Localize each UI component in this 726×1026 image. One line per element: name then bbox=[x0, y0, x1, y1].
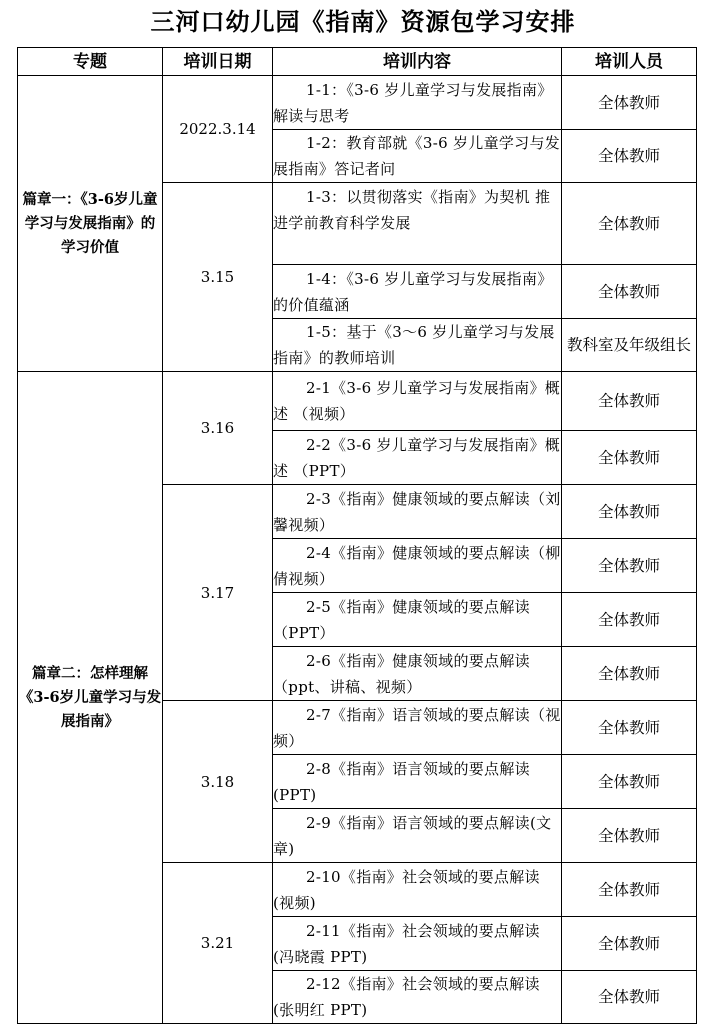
header-date: 培训日期 bbox=[163, 48, 273, 76]
staff-cell: 全体教师 bbox=[562, 755, 697, 809]
staff-cell: 全体教师 bbox=[562, 76, 697, 130]
date-cell: 3.21 bbox=[163, 863, 273, 1024]
date-cell: 3.16 bbox=[163, 372, 273, 485]
content-cell: 2-9《指南》语言领域的要点解读(文章) bbox=[273, 809, 562, 863]
staff-cell: 全体教师 bbox=[562, 372, 697, 431]
header-content: 培训内容 bbox=[273, 48, 562, 76]
staff-cell: 教科室及年级组长 bbox=[562, 319, 697, 372]
schedule-table bbox=[17, 47, 697, 1024]
staff-cell: 全体教师 bbox=[562, 593, 697, 647]
staff-cell: 全体教师 bbox=[562, 971, 697, 1024]
date-cell: 3.15 bbox=[163, 183, 273, 372]
staff-cell: 全体教师 bbox=[562, 647, 697, 701]
content-cell: 2-2《3-6 岁儿童学习与发展指南》概述 （PPT） bbox=[273, 431, 562, 485]
content-cell: 2-5《指南》健康领域的要点解读（PPT） bbox=[273, 593, 562, 647]
staff-cell: 全体教师 bbox=[562, 183, 697, 265]
staff-cell: 全体教师 bbox=[562, 917, 697, 971]
content-cell: 2-11《指南》社会领域的要点解读(冯晓霞 PPT) bbox=[273, 917, 562, 971]
staff-cell: 全体教师 bbox=[562, 809, 697, 863]
content-cell: 2-7《指南》语言领域的要点解读（视频） bbox=[273, 701, 562, 755]
table-row bbox=[18, 76, 697, 130]
content-cell: 2-12《指南》社会领域的要点解读(张明红 PPT) bbox=[273, 971, 562, 1024]
content-cell: 2-1《3-6 岁儿童学习与发展指南》概述 （视频） bbox=[273, 372, 562, 431]
content-cell: 2-8《指南》语言领域的要点解读(PPT) bbox=[273, 755, 562, 809]
staff-cell: 全体教师 bbox=[562, 701, 697, 755]
staff-cell: 全体教师 bbox=[562, 485, 697, 539]
staff-cell: 全体教师 bbox=[562, 265, 697, 319]
document-title: 三河口幼儿园《指南》资源包学习安排 bbox=[150, 7, 576, 36]
header-staff: 培训人员 bbox=[562, 48, 697, 76]
date-cell: 3.18 bbox=[163, 701, 273, 863]
chapter-1-topic: 篇章一：《3-6岁儿童学习与发展指南》的学习价值 bbox=[18, 76, 163, 372]
date-cell: 2022.3.14 bbox=[163, 76, 273, 183]
staff-cell: 全体教师 bbox=[562, 539, 697, 593]
staff-cell: 全体教师 bbox=[562, 130, 697, 183]
content-cell: 2-6《指南》健康领域的要点解读（ppt、讲稿、视频） bbox=[273, 647, 562, 701]
staff-cell: 全体教师 bbox=[562, 431, 697, 485]
table-row bbox=[18, 372, 697, 431]
content-cell: 1-5：基于《3～6 岁儿童学习与发展指南》的教师培训 bbox=[273, 319, 562, 372]
chapter-2-topic: 篇章二：怎样理解《3-6岁儿童学习与发展指南》 bbox=[18, 372, 163, 1024]
content-cell: 2-4《指南》健康领域的要点解读（柳倩视频） bbox=[273, 539, 562, 593]
content-cell: 1-4：《3-6 岁儿童学习与发展指南》的价值蕴涵 bbox=[273, 265, 562, 319]
header-topic: 专题 bbox=[18, 48, 163, 76]
content-cell: 2-10《指南》社会领域的要点解读(视频) bbox=[273, 863, 562, 917]
header-row bbox=[18, 48, 697, 76]
content-cell: 1-2：教育部就《3-6 岁儿童学习与发展指南》答记者问 bbox=[273, 130, 562, 183]
date-cell: 3.17 bbox=[163, 485, 273, 701]
staff-cell: 全体教师 bbox=[562, 863, 697, 917]
content-cell: 1-1：《3-6 岁儿童学习与发展指南》解读与思考 bbox=[273, 76, 562, 130]
content-cell: 2-3《指南》健康领域的要点解读（刘馨视频） bbox=[273, 485, 562, 539]
content-cell: 1-3：以贯彻落实《指南》为契机 推进学前教育科学发展 bbox=[273, 183, 562, 265]
